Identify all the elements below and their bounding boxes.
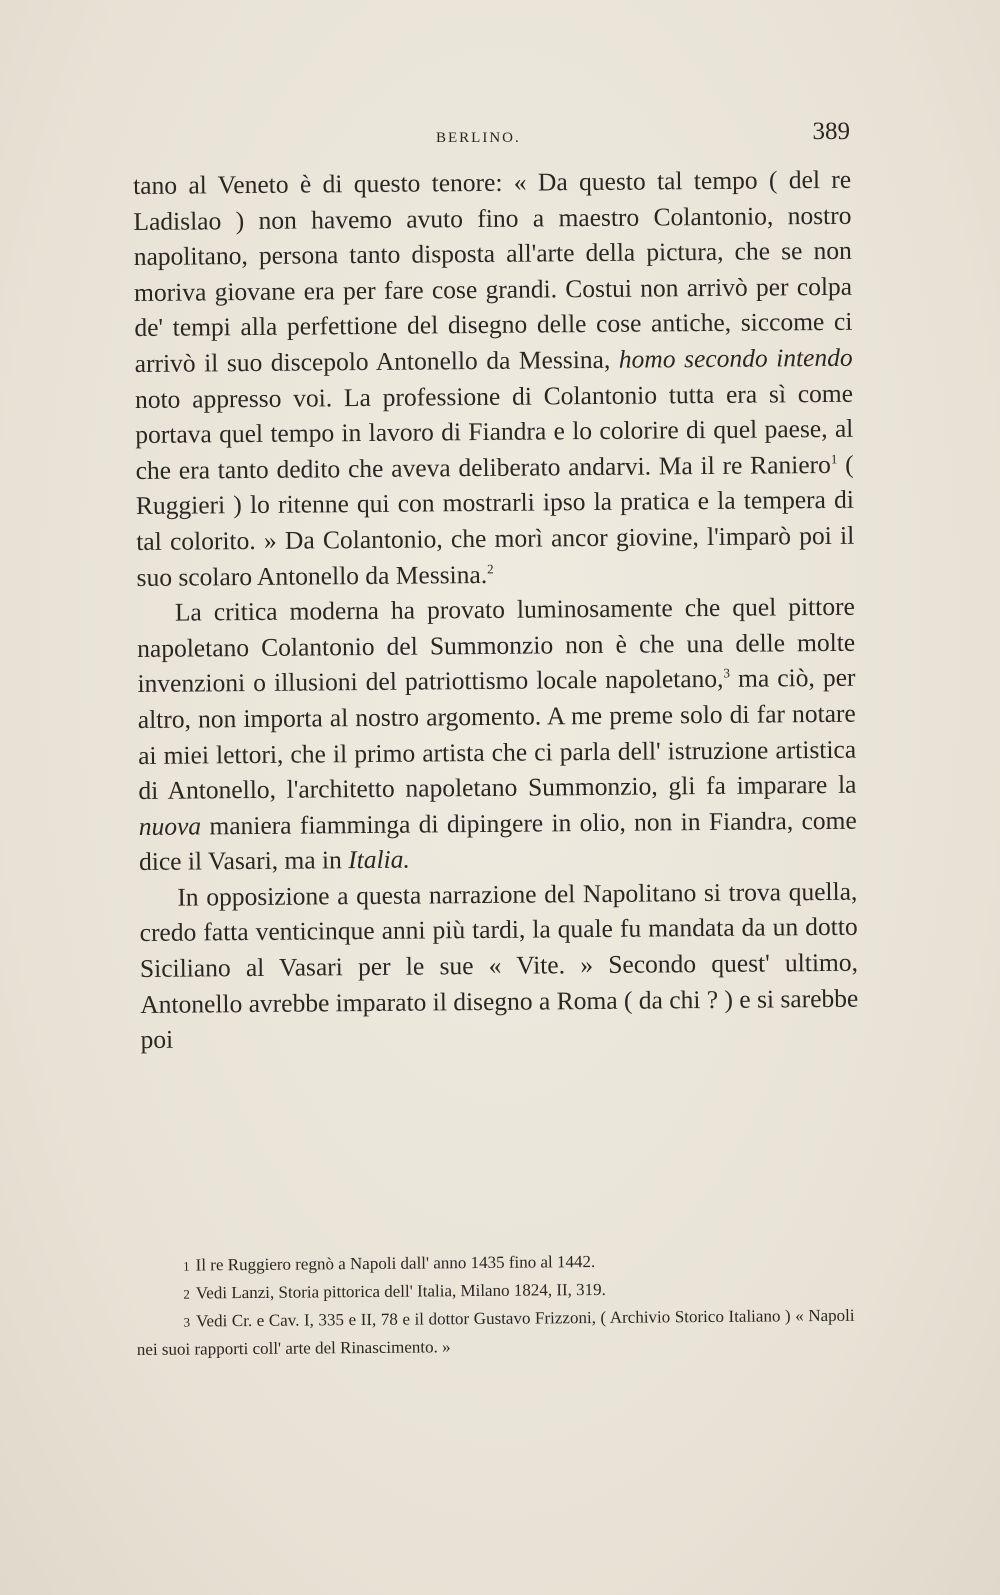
footnote-text: Vedi Lanzi, Storia pittorica dell' Italia, Milano 1824, II, 319. <box>195 1279 606 1303</box>
paragraph-2-italic-nuova: nuova <box>138 811 202 841</box>
paragraph-1-text-a: tano al Veneto è di questo tenore: « Da questo tal tempo ( del re Ladislao ) non havemo avuto fino a maestro Colantonio, nostro napolitano, persona tanto disposta all'arte della pictura, che se non moriva giovane era per fare cose grandi. Costui non arrivò per colpa de' tempi alla perfettione del disegno delle cose antiche, siccome ci arrivò il suo discepolo Antonello da Messina, <box>133 164 853 378</box>
paragraph-1-text-b: noto appresso voi. La professione di Colantonio tutta era sì come portava quel tempo in lavoro di Fiandra e lo colorire di quel paese, al che era tanto dedito che aveva deliberato andarvi. Ma il re Raniero <box>134 378 854 485</box>
main-text <box>133 162 859 1058</box>
running-title: BERLINO. <box>436 130 521 146</box>
footnote-3 <box>136 1302 854 1363</box>
footnotes <box>136 1246 855 1363</box>
page-number: 389 <box>812 118 850 145</box>
footnote-ref-2: 2 <box>487 560 494 576</box>
paragraph-3-text: In opposizione a questa narrazione del Napolitano si trova quella, credo fatta venticinque anni più tardi, la quale fu mandata da un dotto Siciliano al Vasari per le sue « Vite. » Secondo quest' ultimo, Antonello avrebbe imparato il disegno a Roma ( da chi ? ) e si sarebbe poi <box>139 876 859 1055</box>
footnote-text: Vedi Cr. e Cav. I, 335 e II, 78 e il dottor Gustavo Frizzoni, ( Archivio Storico Italiano ) « Napoli nei suoi rapporti coll' arte del Rinascimento. » <box>136 1305 855 1359</box>
paragraph-2-text-a: La critica moderna ha provato luminosamente che quel pittore napoletano Colantonio del Summonzio non è che una delle molte invenzioni o illusioni del patriottismo locale napoletano, <box>137 591 856 699</box>
footnote-ref-1: 1 <box>830 451 838 467</box>
footnote-ref-3: 3 <box>723 665 730 681</box>
paragraph-2 <box>137 589 857 880</box>
footnote-number: 1 <box>183 1258 190 1274</box>
footnote-number: 2 <box>183 1286 190 1302</box>
footnote-text: Il re Ruggiero regnò a Napoli dall' anno 1435 fino al 1442. <box>195 1251 596 1275</box>
paragraph-1-text-c: ( Ruggieri ) lo ritenne qui con mostrarli ipso la pratica e la tempera di tal colorito. » Da Colantonio, che morì ancor giovine, l'imparò poi il suo scolaro Antonello da Messina. <box>135 449 855 592</box>
paragraph-2-italic-italia: Italia. <box>348 844 410 875</box>
paragraph-1-italic: homo secondo intendo <box>618 342 853 374</box>
footnote-number: 3 <box>183 1314 191 1330</box>
paragraph-1 <box>133 162 855 595</box>
paragraph-2-text-b: ma ciò, per altro, non importa al nostro argomento. A me preme solo di far notare ai miei lettori, che il primo artista che ci parla dell' istruzione artistica di Antonello, l'architetto napoletano Summonzio, gli fa imparare la <box>137 663 857 806</box>
page-header <box>138 118 850 148</box>
paragraph-2-text-c: maniera fiamminga di dipingere in olio, non in Fiandra, come dice il Vasari, ma in <box>138 805 857 877</box>
paragraph-3 <box>139 874 859 1058</box>
